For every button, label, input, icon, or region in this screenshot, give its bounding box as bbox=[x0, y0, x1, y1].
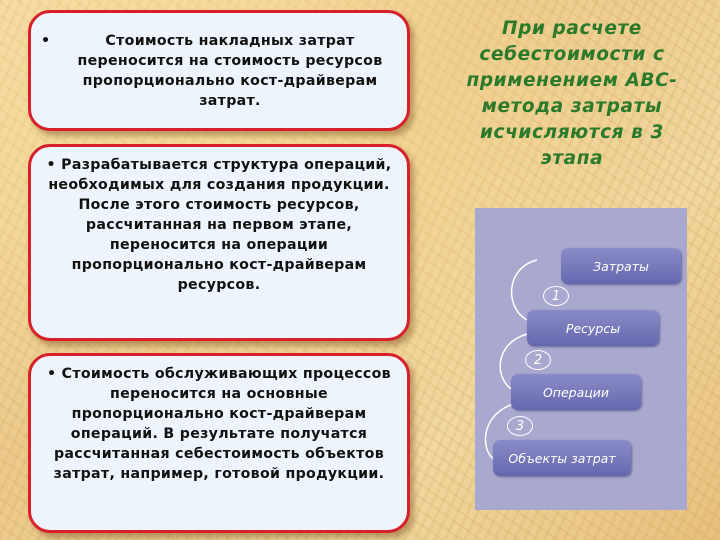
step-3-text: • Стоимость обслуживающих процессов переносится на основные пропорционально кост-драйверам операций. В результате получатся рассчитанная себестоимость объектов затрат, например, готовой продукции. bbox=[47, 366, 391, 482]
step-resources: Ресурсы bbox=[527, 310, 659, 346]
step-1-text: Стоимость накладных затрат переносится на стоимость ресурсов пропорционально кост-драйверам затрат. bbox=[77, 33, 383, 109]
abc-process-diagram bbox=[475, 208, 687, 510]
step-1-box bbox=[28, 10, 410, 131]
step-number-1: 1 bbox=[543, 286, 569, 306]
step-costs: Затраты bbox=[561, 248, 681, 284]
step-number-3: 3 bbox=[507, 416, 533, 436]
step-2-text: • Разрабатывается структура операций, необходимых для создания продукции. После этого стоимость ресурсов, рассчитанная на первом этапе, переносится на операции пропорционально кост-драйверам ресурсов. bbox=[46, 157, 392, 293]
slide-heading: При расчете себестоимости с применением АВС-метода затраты исчисляются в 3 этапа bbox=[466, 18, 678, 169]
bullet: • bbox=[41, 33, 51, 49]
step-operations: Операции bbox=[511, 374, 641, 410]
step-3-box bbox=[28, 353, 410, 533]
step-number-2: 2 bbox=[525, 350, 551, 370]
step-cost-objects: Объекты затрат bbox=[493, 440, 631, 476]
step-2-box bbox=[28, 144, 410, 341]
